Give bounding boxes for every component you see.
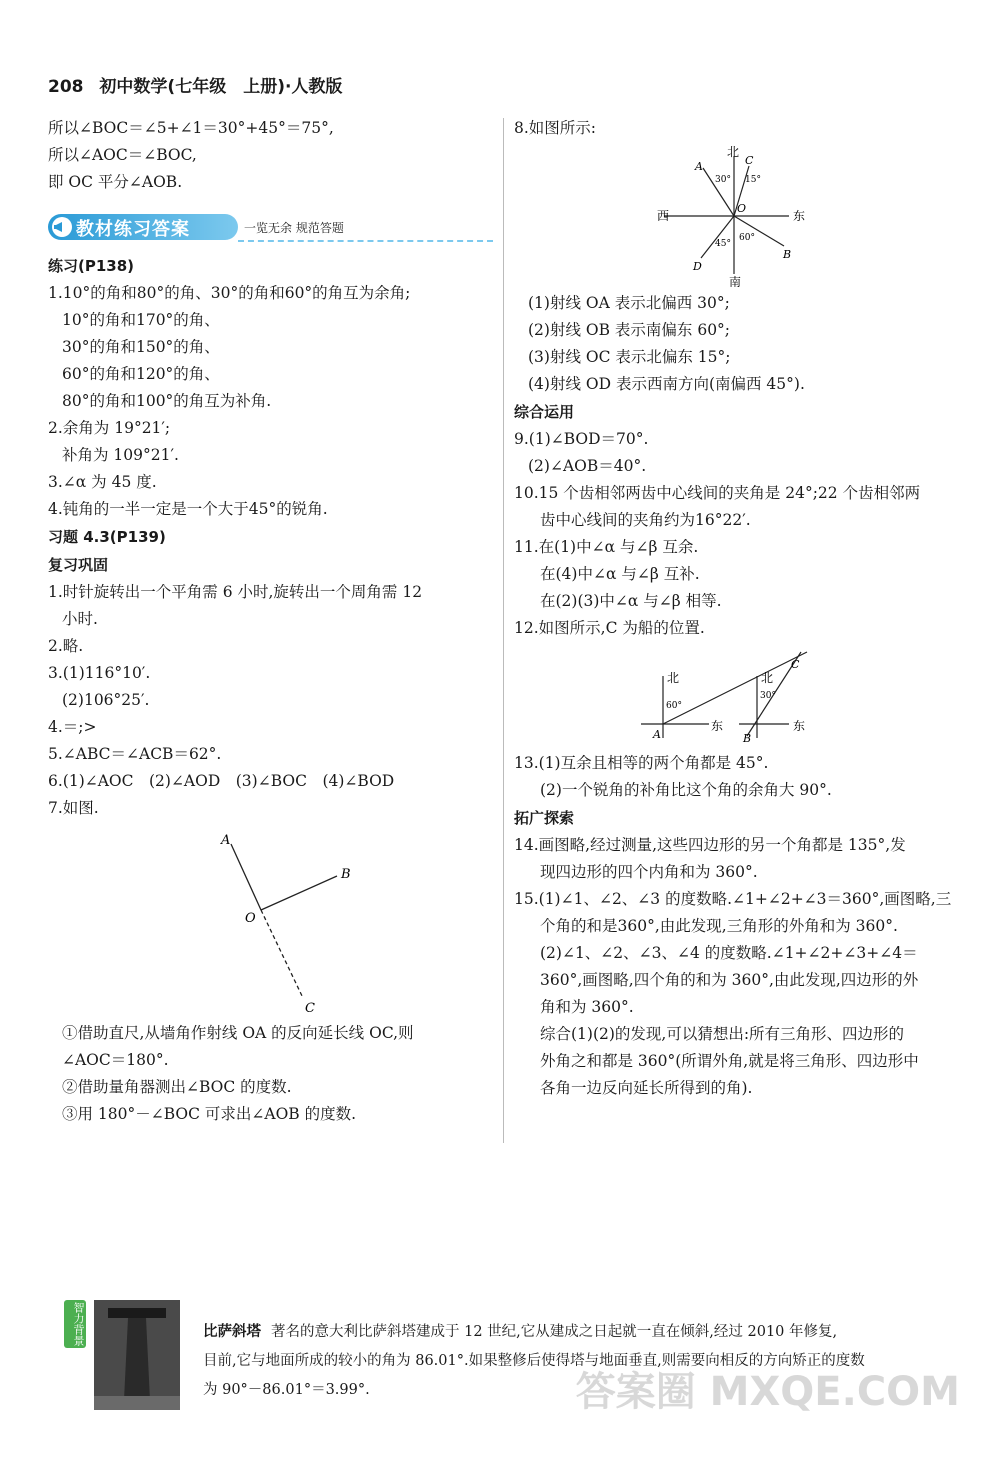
answer-line: (2)∠AOB＝40°. [528,457,647,475]
answer-line: 现四边形的四个内角和为 360°. [540,863,758,881]
leaning-tower-image [94,1300,180,1410]
answer-line: 7.如图. [48,799,99,817]
book-title: 初中数学(七年级 上册)·人教版 [99,77,343,97]
answer-line: 15.(1)∠1、∠2、∠3 的度数略.∠1+∠2+∠3＝360°,画图略,三 [514,890,952,908]
answer-line: 80°的角和100°的角互为补角. [62,392,272,410]
answer-line: 60°的角和120°的角、 [62,365,220,383]
label-o: O [737,202,747,215]
footer-line: 为 90°－86.01°＝3.99°. [203,1382,370,1398]
answer-line: (1)射线 OA 表示北偏西 30°; [528,294,730,312]
answer-line: 1.10°的角和80°的角、30°的角和60°的角互为余角; [48,284,411,302]
intro-line: 所以∠BOC＝∠5+∠1＝30°+45°＝75°, [48,119,334,137]
line-ac [663,652,807,724]
label-c: C [745,154,754,167]
label-angle-15: 15° [745,175,761,185]
answer-line: 个角的和是360°,由此发现,三角形的外角和为 360°. [540,917,898,935]
label-b: B [783,248,792,261]
answer-line: 小时. [62,610,98,628]
answer-line: 9.(1)∠BOD＝70°. [514,430,649,448]
label-d: D [693,260,702,273]
answer-line: 综合(1)(2)的发现,可以猜想出:所有三角形、四边形的 [540,1025,905,1043]
page-header [48,72,342,97]
answer-line: 3.∠α 为 45 度. [48,473,157,491]
answer-line: (2)∠1、∠2、∠3、∠4 的度数略.∠1+∠2+∠3+∠4＝ [540,944,918,962]
footer-tag: 智力背景 [64,1300,86,1348]
right-column [514,115,964,1102]
answer-line: 13.(1)互余且相等的两个角都是 45°. [514,754,769,772]
answer-line: ②借助量角器测出∠BOC 的度数. [62,1078,292,1096]
answer-line: 12.如图所示,C 为船的位置. [514,619,705,637]
label-a: A [220,833,230,848]
answer-line: 360°,画图略,四个角的和为 360°,由此发现,四边形的外 [540,971,919,989]
answer-line: 11.在(1)中∠α 与∠β 互余. [514,538,699,556]
footer-line: 著名的意大利比萨斜塔建成于 12 世纪,它从建成之日起就一直在倾斜,经过 2010 年修复, [271,1324,838,1340]
intro-line: 所以∠AOC＝∠BOC, [48,146,197,164]
answer-line: 14.画图略,经过测量,这些四边形的另一个角都是 135°,发 [514,836,906,854]
label-west: 西 [657,209,670,223]
answer-line: 10.15 个齿相邻两齿中心线间的夹角是 24°;22 个齿相邻两 [514,484,921,502]
label-north-b: 北 [761,671,774,685]
answer-line: (3)射线 OC 表示北偏东 15°; [528,348,731,366]
intro-line: 即 OC 平分∠AOB. [48,173,183,191]
answer-line: 1.时针旋转出一个平角需 6 小时,旋转出一个周角需 12 [48,583,423,601]
footer-line: 目前,它与地面所成的较小的角为 86.01°.如果整修后使得塔与地面垂直,则需要向相反的方向矫正的度数 [203,1353,865,1369]
answer-line: 2.略. [48,637,84,655]
label-c: C [304,1001,315,1016]
answer-line: 在(2)(3)中∠α 与∠β 相等. [540,592,722,610]
section-banner [48,208,493,248]
banner-subtitle: 一览无余 规范答题 [244,221,344,235]
label-north: 北 [727,145,740,159]
figure-7-diagram [171,826,371,1016]
ray-ob [261,876,337,910]
ray-od [701,216,734,258]
answer-line: ①借助直尺,从墙角作射线 OA 的反向延长线 OC,则 [62,1024,414,1042]
answer-line: 齿中心线间的夹角约为16°22′. [540,511,751,529]
label-a: A [695,160,703,173]
answer-line: (4)射线 OD 表示西南方向(南偏西 45°). [528,375,805,393]
answer-line: 4.＝;> [48,718,97,736]
watermark: 答案圈 MXQE.COM [575,1369,960,1415]
answer-line: 2.余角为 19°21′; [48,419,171,437]
label-angle-30: 30° [715,175,731,185]
label-b: B [743,732,752,745]
label-east-a: 东 [711,719,724,733]
answer-line: ③用 180°－∠BOC 可求出∠AOB 的度数. [62,1105,357,1123]
ray-oa [231,844,261,910]
review-heading: 复习巩固 [48,556,109,574]
answer-line: 10°的角和170°的角、 [62,311,220,329]
answer-line: ∠AOC＝180°. [62,1051,169,1069]
column-divider [503,118,504,1143]
answer-line: 角和为 360°. [540,998,634,1016]
label-south: 南 [729,275,742,289]
practice-heading: 练习(P138) [48,257,135,275]
label-angle-45: 45° [715,239,731,249]
banner-title: 教材练习答案 [76,219,190,240]
explore-heading: 拓广探索 [514,809,575,827]
label-angle-60: 60° [666,701,682,711]
answer-line: 6.(1)∠AOC (2)∠AOD (3)∠BOC (4)∠BOD [48,772,395,790]
answer-line: 3.(1)116°10′. [48,664,151,682]
apply-heading: 综合运用 [514,403,575,421]
label-o: O [244,911,256,926]
answer-line: 各角一边反向延长所得到的角). [540,1079,753,1097]
ray-oc-dashed [261,910,303,998]
megaphone-icon [52,217,72,237]
page-number: 208 [48,77,84,97]
banner-dash-line [238,240,493,242]
label-north-a: 北 [667,671,680,685]
answer-line: 4.钝角的一半一定是一个大于45°的锐角. [48,500,328,518]
answer-line: 8.如图所示: [514,119,597,137]
label-a: A [653,728,661,741]
label-east: 东 [793,209,806,223]
answer-line: (2)106°25′. [62,691,150,709]
footer-title: 比萨斜塔 [203,1324,261,1340]
label-b: B [340,867,351,882]
answer-line: (2)射线 OB 表示南偏东 60°; [528,321,731,339]
figure-8-compass-diagram [657,145,819,289]
label-east-b: 东 [793,719,806,733]
label-c: C [791,658,800,671]
figure-12-ship-diagram [639,646,839,746]
answer-line: (2)一个锐角的补角比这个角的余角大 90°. [540,781,832,799]
exercise-heading: 习题 4.3(P139) [48,528,166,546]
label-angle-60: 60° [739,233,755,243]
answer-line: 30°的角和150°的角、 [62,338,220,356]
answer-line: 补角为 109°21′. [62,446,179,464]
answer-line: 外角之和都是 360°(所谓外角,就是将三角形、四边形中 [540,1052,919,1070]
answer-line: 在(4)中∠α 与∠β 互补. [540,565,700,583]
left-column [48,115,493,1128]
label-angle-30: 30° [760,691,776,701]
answer-line: 5.∠ABC＝∠ACB＝62°. [48,745,222,763]
